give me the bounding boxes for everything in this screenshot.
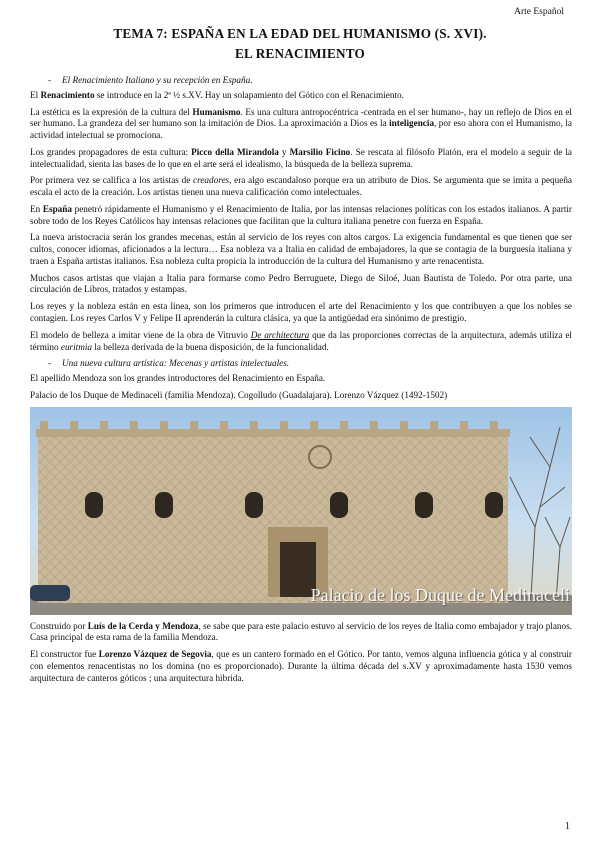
paragraph-vitruvio: El modelo de belleza a imitar viene de la obra de Vitruvio De architectura que da las proporciones correctas de la arquitectura, además utiliza el término euritmia la belleza derivada de la buena disposición, de la funcionalidad. — [30, 329, 572, 352]
document-body — [30, 75, 572, 689]
paragraph-humanismo: La estética es la expresión de la cultura del Humanismo. Es una cultura antropocéntrica -centrada en el ser humano-, hay un reflejo de Dios en el ser humano. La grandeza del ser humano son la imitación de Dios. La aproximación a Dios es la inteligencia, por eso ahora con el Humanismo, la actividad intelectual se promociona. — [30, 106, 573, 141]
paragraph-palacio-caption: Palacio de los Duque de Medinaceli (familia Mendoza). Cogolludo (Guadalajara). Lorenzo Vázquez (1492-1502) — [30, 389, 448, 400]
paragraph-aristocracia: La nueva aristocracia serán los grandes mecenas, están al servicio de los reyes con altos cargos. La exigencia fundamental es que tienen que ser cultos, conocer idiomas, aficionados a la lectura… Esa nobleza va a Italia en calidad de embajadores, la que se contagia de la burguesía italiana y traen a España artistas italianos. Esa nobleza culta propicia la introducción de la cultura del Humanismo y arte renacentista. — [30, 232, 572, 266]
paragraph-espana: En España penetró rápidamente el Humanismo y el Renacimiento de Italia, por las intensas relaciones políticas con los estados italianos. A partir sobre todo de los Reyes Católicos hay intensas relaciones que facilitan que la cultura italiana penetre con fuerza en España. — [30, 203, 572, 226]
palace-photo — [30, 407, 572, 615]
paragraph-mendoza: El apellido Mendoza son los grandes introductores del Renacimiento en España. — [30, 373, 326, 384]
header-subject: Arte Español — [514, 7, 564, 17]
page-title — [0, 24, 600, 65]
title-line-1: TEMA 7: ESPAÑA EN LA EDAD DEL HUMANISMO (S. XVI). — [113, 26, 487, 41]
photo-caption: Palacio de los Duque de Medinaceli — [310, 584, 570, 605]
section-1-heading: - El Renacimiento Italiano y su recepción en España. — [48, 75, 253, 85]
paragraph-luis-cerda: Construido por Luís de la Cerda y Mendoza, se sabe que para este palacio estuvo al servicio de los reyes de Italia como embajador y trajo planos. Casa principal de esta rama de la familia Mendoza. — [30, 620, 572, 643]
paragraph-reyes-nobleza: Los reyes y la nobleza están en esta línea, son los primeros que introducen el arte del Renacimiento y los que contribuyen a que los nobles se contagien. Los reyes Carlos V y Felipe II aprenderán la cultura clásica, ya que la antigüedad era sinónimo de prestigio. — [30, 301, 572, 324]
page-number: 1 — [565, 821, 570, 833]
paragraph-lorenzo-vazquez: El constructor fue Lorenzo Vázquez de Segovia, que es un cantero formado en el Gótico. Por tanto, vemos alguna influencia gótica y al construir con elementos renacentistas no los domina (no es proporcionado). Durante la última década del s.XV y aproximadamente hasta 1530 vemos arquitectura de canteros góticos ; una arquitectura hibrida. — [30, 649, 572, 683]
paragraph-renacimiento: El Renacimiento se introduce en la 2ª ½ s.XV. Hay un solapamiento del Gótico con el Renacimiento. — [30, 89, 404, 100]
paragraph-propagadores: Los grandes propagadores de esta cultura: Picco della Mirandola y Marsilio Ficino. Se rescata al filósofo Platón, era el modelo a seguir de la intelectualidad, sienta las bases de lo que en el arte será el idealismo, la búsqueda de la belleza suprema. — [30, 146, 573, 169]
section-2-heading: - Una nueva cultura artística: Mecenas y artistas intelectuales. — [48, 358, 290, 369]
title-line-2: EL RENACIMIENTO — [235, 46, 365, 62]
paragraph-artistas-italia: Muchos casos artistas que viajan a Italia para formarse como Pedro Berruguete, Diego de Siloé, Juan Bautista de Toledo. Por otra parte, una circulación de Libros, tratados y estampas. — [30, 272, 572, 295]
paragraph-creadores: Por primera vez se califica a los artistas de creadores, era algo escandaloso porque era un atributo de Dios. Se argumenta que se imita a pequeña escala el acto de la creación. Los artistas tienen una nueva calificación como intelectuales. — [30, 175, 572, 198]
